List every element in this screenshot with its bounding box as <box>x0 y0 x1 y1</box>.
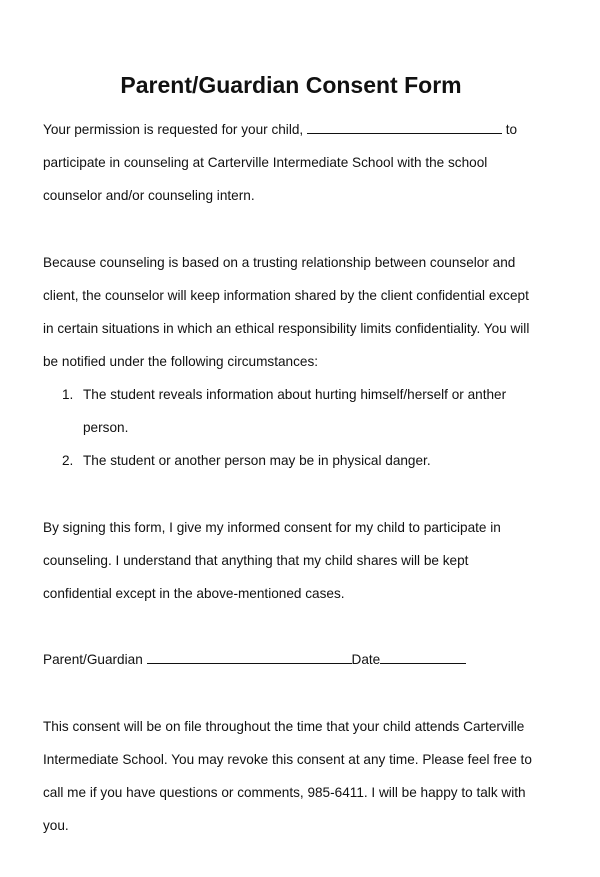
list-item-number: 1. <box>62 387 74 402</box>
consent-line: counseling. I understand that anything that my child shares will be kept <box>43 553 469 568</box>
parent-signature-field[interactable] <box>147 649 352 664</box>
intro-text-after-blank: to <box>505 122 518 137</box>
list-item-text: The student reveals information about hurting himself/herself or anther <box>83 387 507 402</box>
list-item <box>62 444 562 477</box>
consent-line: By signing this form, I give my informed consent for my child to participate in <box>43 520 501 535</box>
list-item-text: The student or another person may be in physical danger. <box>83 453 431 468</box>
confidentiality-line: Because counseling is based on a trusting relationship between counselor and <box>43 255 516 270</box>
list-item-text: person. <box>83 420 129 435</box>
intro-line-1 <box>43 113 563 146</box>
closing-line: you. <box>43 818 69 833</box>
confidentiality-line: in certain situations in which an ethical responsibility limits confidentiality. You will <box>43 321 530 336</box>
confidentiality-line: client, the counselor will keep information shared by the client confidential except <box>43 288 529 303</box>
intro-line-3: counselor and/or counseling intern. <box>43 188 255 203</box>
signature-line <box>43 643 563 676</box>
signature-row <box>43 643 563 676</box>
closing-paragraph <box>43 710 563 842</box>
intro-text-before-blank: Your permission is requested for your child, <box>43 122 304 137</box>
page-title: Parent/Guardian Consent Form <box>120 72 462 98</box>
closing-line: Intermediate School. You may revoke this consent at any time. Please feel free to <box>43 752 532 767</box>
list-item <box>62 378 562 444</box>
date-field[interactable] <box>380 649 466 664</box>
circumstances-list <box>62 378 562 477</box>
confidentiality-line: be notified under the following circumstances: <box>43 354 319 369</box>
parent-guardian-label: Parent/Guardian <box>43 652 143 667</box>
date-label: Date <box>351 652 381 667</box>
closing-line: call me if you have questions or comments, 985-6411. I will be happy to talk with <box>43 785 526 800</box>
intro-line-2: participate in counseling at Carterville Intermediate School with the school <box>43 155 488 170</box>
consent-line: confidential except in the above-mentioned cases. <box>43 586 345 601</box>
consent-paragraph <box>43 511 563 610</box>
child-name-field[interactable] <box>307 119 502 134</box>
closing-line: This consent will be on file throughout the time that your child attends Carterville <box>43 719 525 734</box>
list-item-number: 2. <box>62 453 74 468</box>
confidentiality-paragraph <box>43 246 563 378</box>
intro-paragraph <box>43 113 563 212</box>
